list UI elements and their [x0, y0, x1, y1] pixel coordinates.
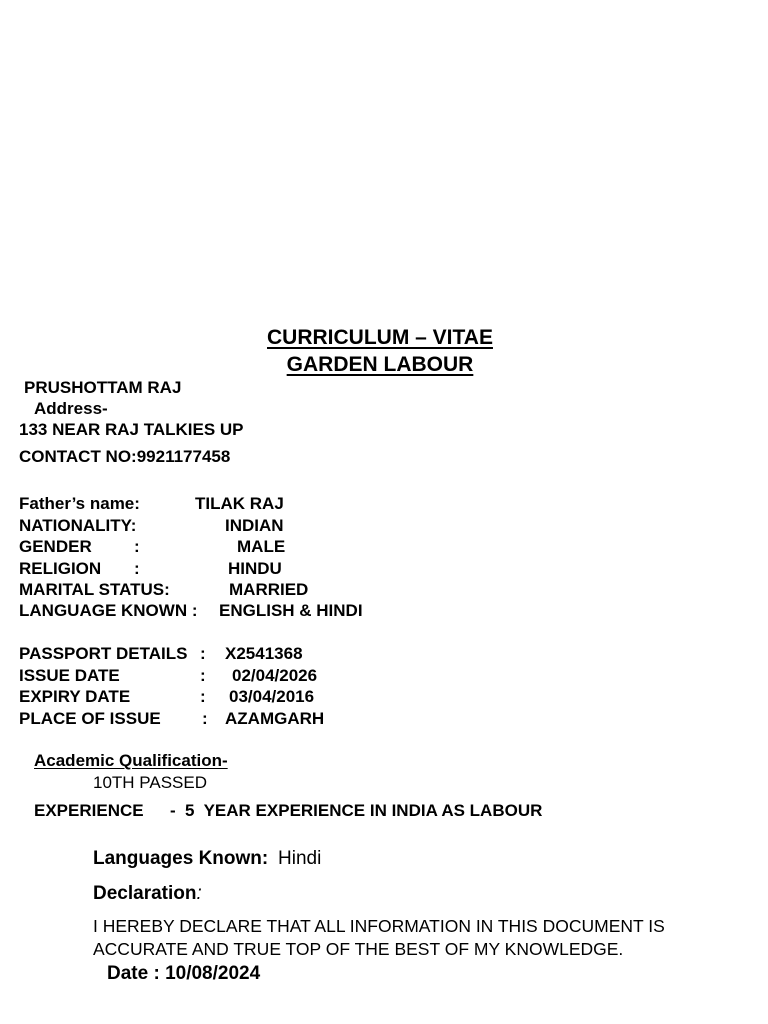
- candidate-name: PRUSHOTTAM RAJ: [24, 378, 182, 397]
- declaration-colon: :: [196, 883, 202, 904]
- experience-value: 5 YEAR EXPERIENCE IN INDIA AS LABOUR: [185, 801, 543, 820]
- languages-label: Languages Known:: [93, 848, 269, 869]
- issue-date-label: ISSUE DATE: [19, 666, 120, 685]
- languages-value: Hindi: [278, 848, 322, 869]
- gender-value: MALE: [237, 537, 286, 556]
- academic-value: 10TH PASSED: [93, 773, 208, 792]
- gender-separator: :: [134, 537, 140, 556]
- declaration-heading: [93, 884, 202, 903]
- language-known-label: LANGUAGE KNOWN :: [19, 601, 198, 620]
- academic-heading: Academic Qualification-: [34, 751, 228, 770]
- address-value: 133 NEAR RAJ TALKIES UP: [19, 420, 244, 439]
- religion-value: HINDU: [228, 559, 282, 578]
- place-of-issue-separator: :: [202, 709, 208, 728]
- passport-separator: :: [200, 644, 206, 663]
- expiry-date-label: EXPIRY DATE: [19, 687, 131, 706]
- declaration-date: Date : 10/08/2024: [107, 963, 261, 984]
- father-name-label: Father’s name:: [19, 494, 140, 513]
- language-known-value: ENGLISH & HINDI: [219, 601, 363, 620]
- declaration-line-1: I HEREBY DECLARE THAT ALL INFORMATION IN THIS DOCUMENT IS: [93, 916, 665, 936]
- place-of-issue-value: AZAMGARH: [225, 709, 325, 728]
- experience-label: EXPERIENCE: [34, 801, 144, 820]
- marital-status-value: MARRIED: [229, 580, 309, 599]
- issue-date-separator: :: [200, 666, 206, 685]
- gender-label: GENDER: [19, 537, 92, 556]
- nationality-value: INDIAN: [225, 516, 284, 535]
- passport-number: X2541368: [225, 644, 303, 663]
- declaration-line-2: ACCURATE AND TRUE TOP OF THE BEST OF MY KNOWLEDGE.: [93, 939, 624, 959]
- passport-label: PASSPORT DETAILS: [19, 644, 188, 663]
- declaration-heading-text: Declaration: [93, 883, 197, 904]
- nationality-label: NATIONALITY:: [19, 516, 137, 535]
- religion-label: RELIGION: [19, 559, 102, 578]
- document-subtitle: GARDEN LABOUR: [286, 353, 474, 376]
- religion-separator: :: [134, 559, 140, 578]
- marital-status-label: MARITAL STATUS:: [19, 580, 170, 599]
- issue-date-value: 02/04/2026: [232, 666, 318, 685]
- expiry-date-separator: :: [200, 687, 206, 706]
- father-name-value: TILAK RAJ: [195, 494, 284, 513]
- document-title: CURRICULUM – VITAE: [267, 326, 493, 349]
- place-of-issue-label: PLACE OF ISSUE: [19, 709, 161, 728]
- expiry-date-value: 03/04/2016: [229, 687, 315, 706]
- experience-dash: -: [170, 801, 176, 820]
- contact-number: CONTACT NO:9921177458: [19, 447, 231, 466]
- address-label: Address-: [34, 399, 108, 418]
